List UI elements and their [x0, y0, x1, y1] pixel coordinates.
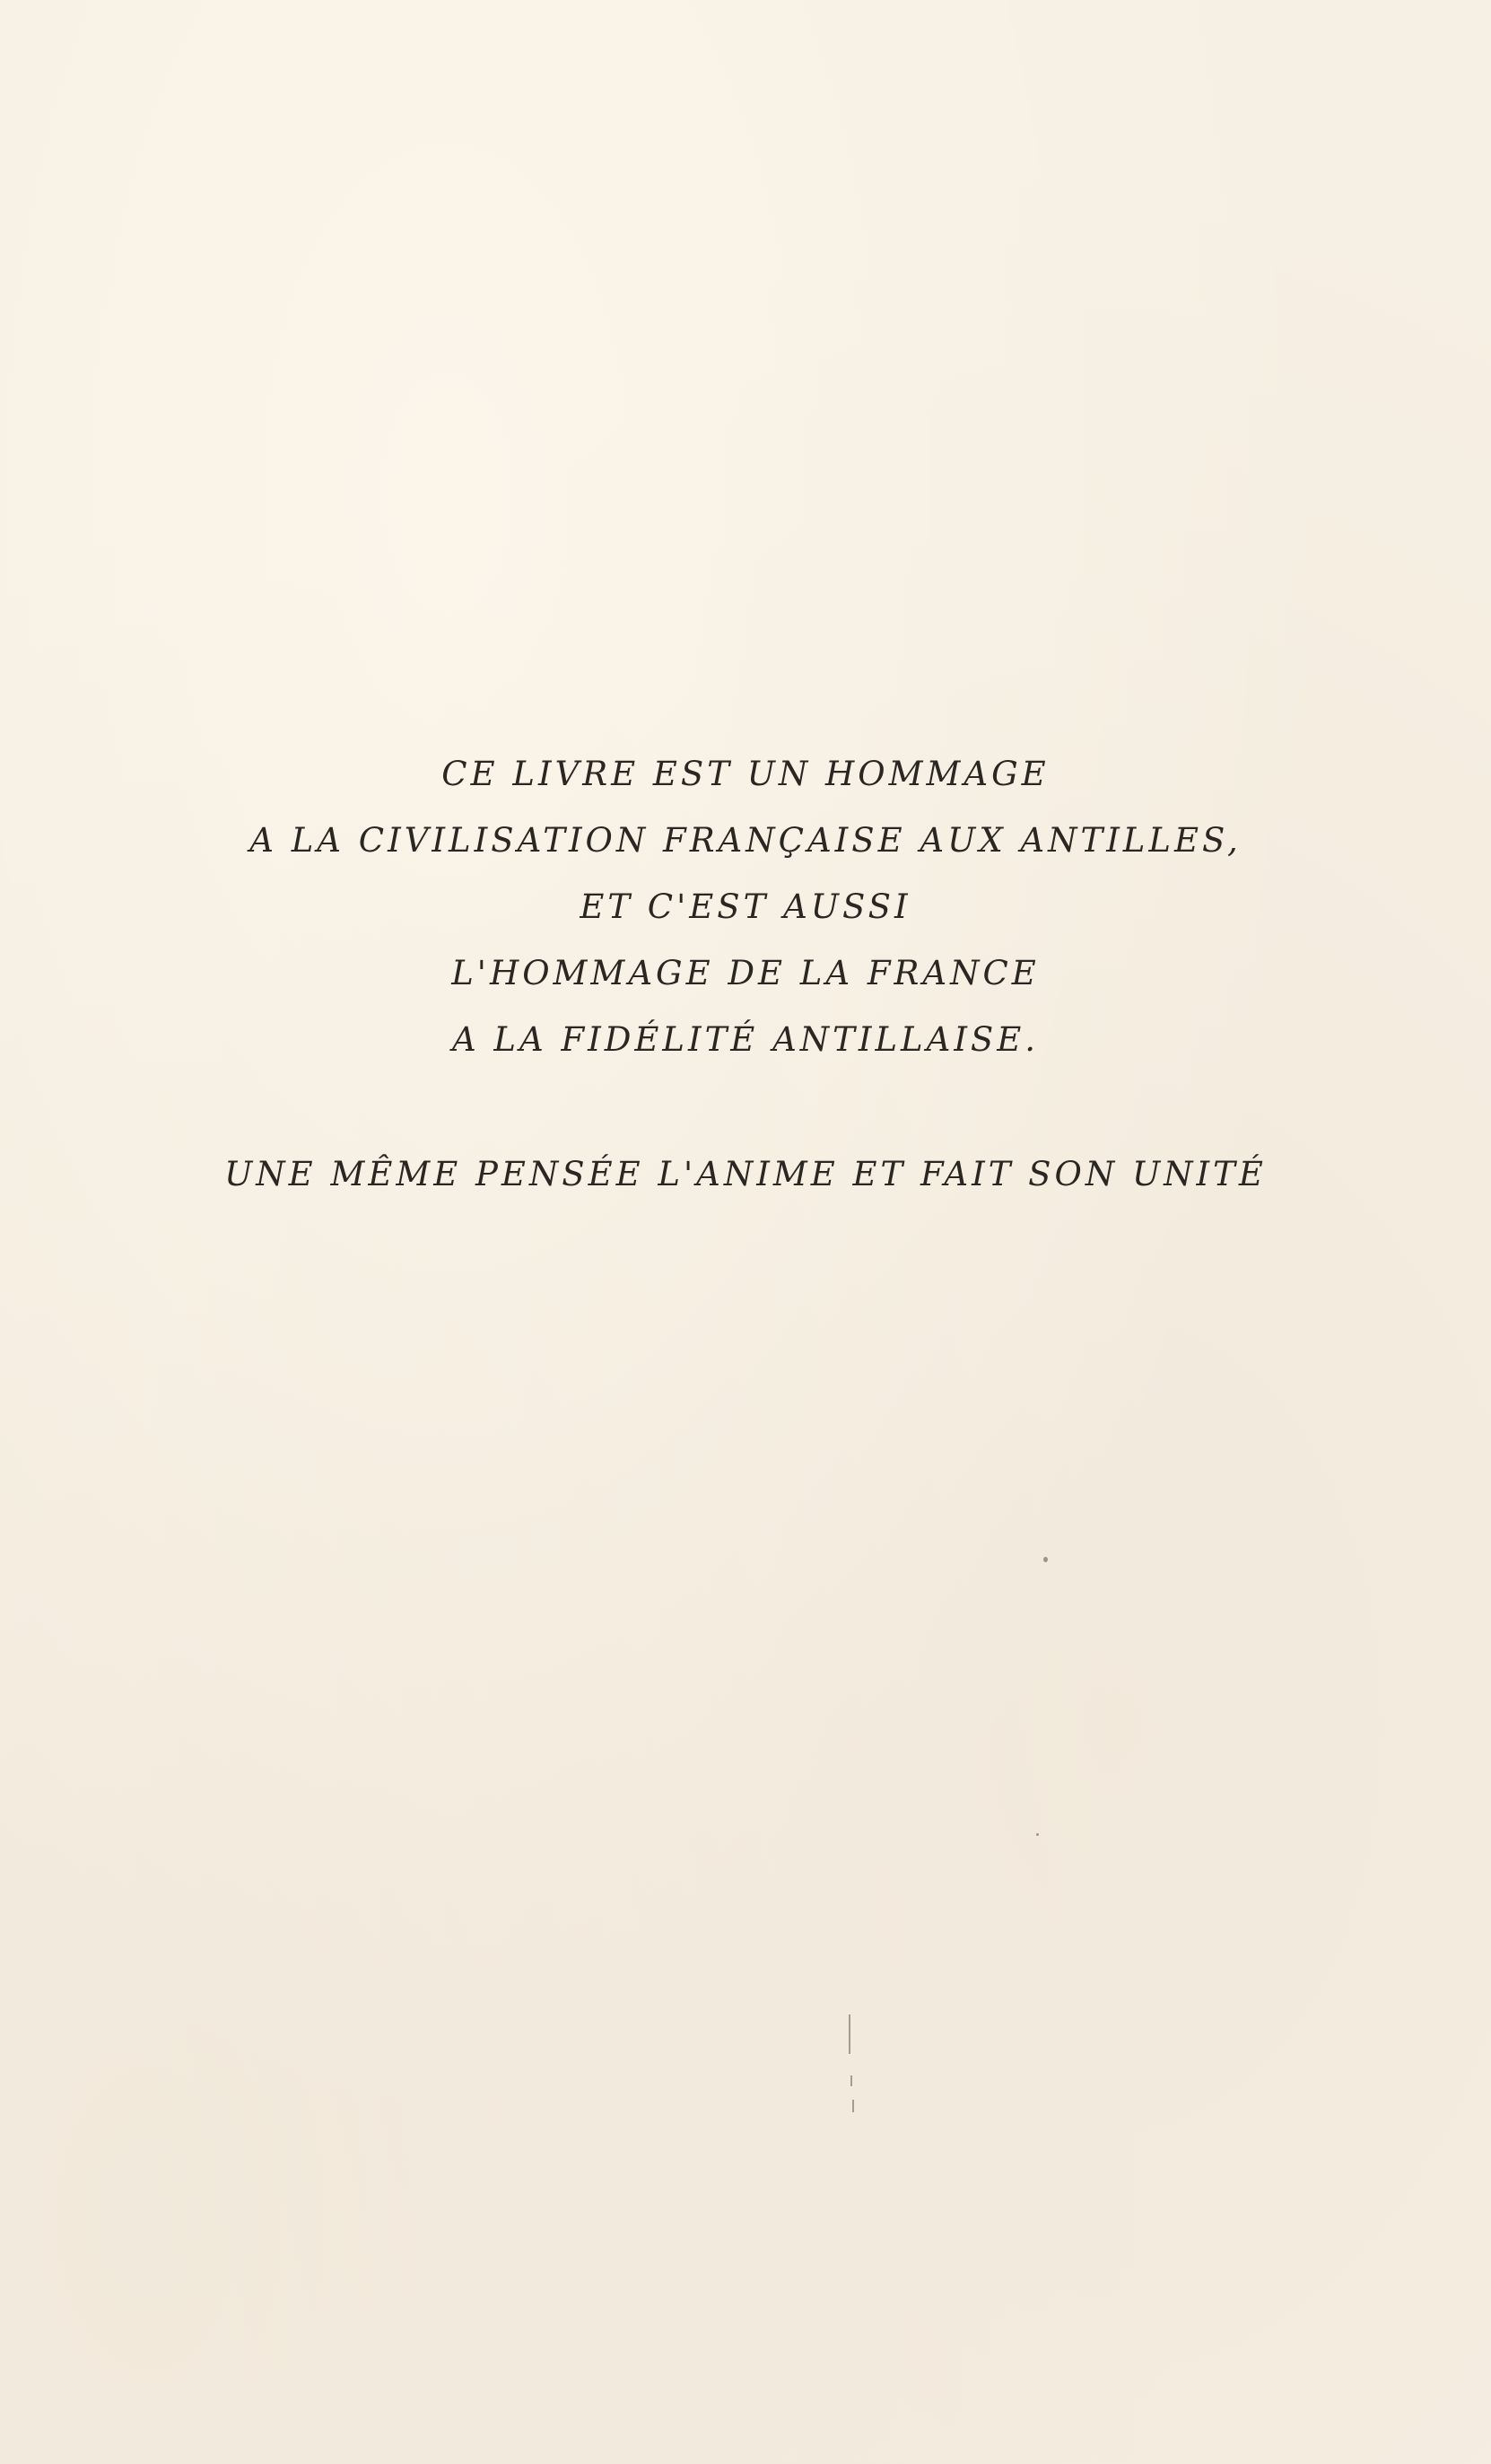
dedication-line: A LA FIDÉLITÉ ANTILLAISE.: [451, 1020, 1040, 1059]
motto-line: UNE MÊME PENSÉE L'ANIME ET FAIT SON UNITÉ: [224, 1155, 1267, 1193]
paper-speck: [1036, 1833, 1039, 1836]
paper-mark: [849, 2014, 850, 2054]
dedication-block: [0, 741, 1491, 1073]
dedication-line: CE LIVRE EST UN HOMMAGE: [441, 755, 1050, 793]
paper-mark: [850, 2075, 852, 2086]
paper-speck: [1043, 1557, 1048, 1562]
paper-mark: [852, 2100, 854, 2112]
dedication-line: L'HOMMAGE DE LA FRANCE: [451, 954, 1040, 992]
dedication-line: ET C'EST AUSSI: [580, 887, 911, 926]
dedication-line: A LA CIVILISATION FRANÇAISE AUX ANTILLES,: [249, 821, 1242, 860]
